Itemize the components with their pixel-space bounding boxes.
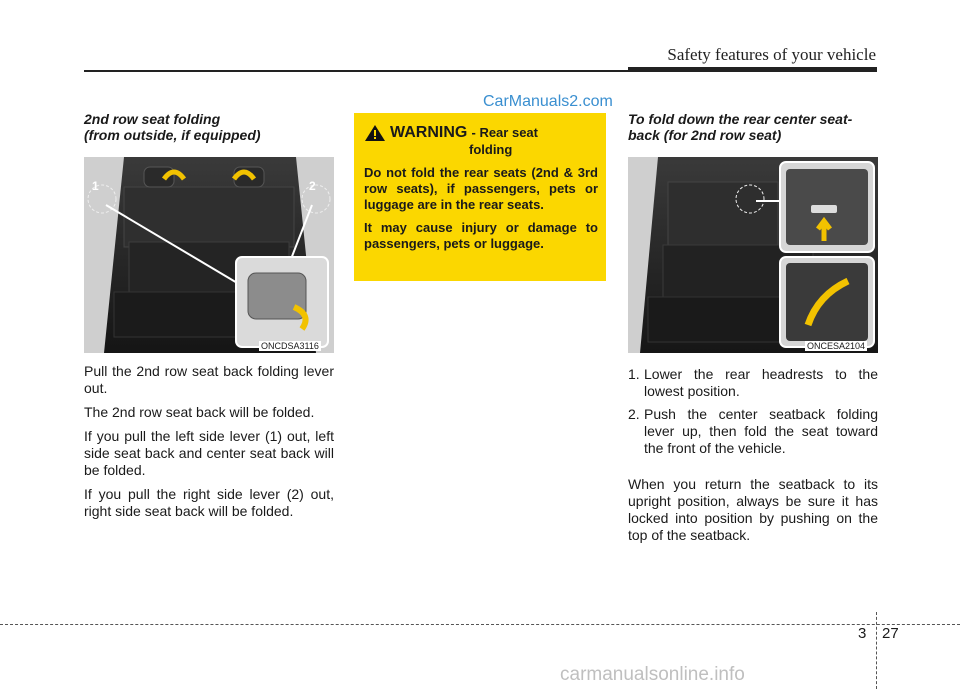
step-item xyxy=(628,406,878,457)
right-heading xyxy=(628,111,878,143)
chapter-number: 3 xyxy=(858,625,867,642)
warning-body-2: It may cause injury or damage to passengers, pets or luggage. xyxy=(364,220,598,251)
left-image-code: ONCDSA3116 xyxy=(261,341,319,351)
left-body xyxy=(84,363,334,527)
watermark-link[interactable]: CarManuals2.com xyxy=(483,93,613,110)
callout-2: 2 xyxy=(309,179,316,193)
center-seatback-illustration xyxy=(628,157,878,353)
footer-rule xyxy=(0,624,960,625)
right-heading-line1: To fold down the rear center seat- xyxy=(628,111,853,127)
seat-folding-photo xyxy=(84,157,334,353)
warning-box xyxy=(354,113,606,281)
step-text: Push the center seatback folding lever up, then fold the seat toward the front of the vehicle. xyxy=(644,406,878,456)
callout-1: 1 xyxy=(92,179,99,193)
left-paragraph-2: The 2nd row seat back will be folded. xyxy=(84,404,315,420)
warning-body-1: Do not fold the rear seats (2nd & 3rd row seats), if passengers, pets or luggage are in the rear seats. xyxy=(364,165,598,212)
center-seatback-photo xyxy=(628,157,878,353)
step-text: Lower the rear headrests to the lowest position. xyxy=(644,366,878,399)
section-title: Safety features of your vehicle xyxy=(667,45,876,64)
warning-title-line2: folding xyxy=(469,142,513,157)
footer-watermark[interactable]: carmanualsonline.info xyxy=(560,664,745,685)
left-paragraph-4: If you pull the right side lever (2) out, right side seat back will be folded. xyxy=(84,486,334,519)
left-heading-line2: (from outside, if equipped) xyxy=(84,127,261,143)
left-heading xyxy=(84,111,334,143)
right-steps xyxy=(628,366,878,463)
step-number: 1. xyxy=(628,366,640,382)
step-item xyxy=(628,366,878,400)
right-image-code: ONCESA2104 xyxy=(807,341,866,351)
header-rule-accent xyxy=(628,67,877,72)
warning-label: WARNING xyxy=(390,124,468,141)
warning-triangle-icon xyxy=(364,124,390,158)
left-paragraph-3: If you pull the left side lever (1) out, left side seat back and center seat back will be folded. xyxy=(84,428,334,478)
right-heading-line2: back (for 2nd row seat) xyxy=(628,127,782,143)
warning-title-line1: - Rear seat xyxy=(471,125,538,140)
footer-divider xyxy=(876,612,877,689)
step-number: 2. xyxy=(628,406,640,422)
cargo-area-illustration xyxy=(84,157,334,353)
right-note: When you return the seatback to its upright position, always be sure it has locked into position by pushing on the top of the seatback. xyxy=(628,476,878,543)
left-heading-line1: 2nd row seat folding xyxy=(84,111,221,127)
warning-heading xyxy=(364,124,598,158)
page-number: 27 xyxy=(882,625,899,642)
left-paragraph-1: Pull the 2nd row seat back folding lever out. xyxy=(84,363,334,396)
